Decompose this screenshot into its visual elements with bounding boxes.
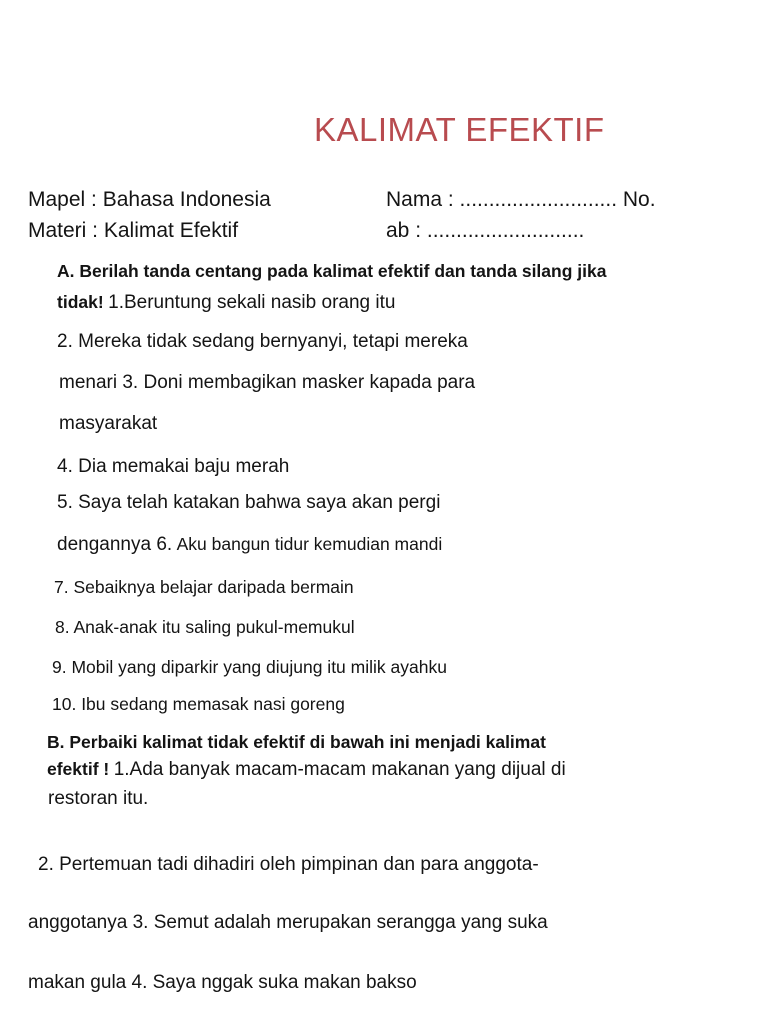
- question-text: 10. Ibu sedang memasak nasi goreng: [52, 694, 345, 714]
- question-text: masyarakat: [59, 413, 158, 434]
- question-text: 4. Dia memakai baju merah: [57, 456, 290, 477]
- section-b-line: [47, 759, 566, 781]
- section-a-line: [57, 534, 442, 556]
- question-text: 2. Pertemuan tadi dihadiri oleh pimpinan dan para anggota-: [38, 854, 539, 875]
- name-field-label: Nama : ........................... No.: [386, 188, 656, 211]
- question-text: 8. Anak-anak itu saling pukul-memukul: [55, 617, 355, 637]
- section-a-instruction-end: tidak!: [57, 292, 104, 312]
- question-text: makan gula 4. Saya nggak suka makan bakso: [28, 972, 417, 993]
- section-b-instruction-end: efektif !: [47, 759, 110, 779]
- topic-label: Materi : Kalimat Efektif: [28, 219, 239, 242]
- question-text: 9. Mobil yang diparkir yang diujung itu milik ayahku: [52, 657, 447, 677]
- question-text: Aku bangun tidur kemudian mandi: [176, 534, 443, 554]
- section-a-instruction: A. Berilah tanda centang pada kalimat efektif dan tanda silang jika: [57, 261, 607, 281]
- page-title: KALIMAT EFEKTIF: [314, 111, 605, 148]
- section-b-instruction: B. Perbaiki kalimat tidak efektif di bawah ini menjadi kalimat: [47, 732, 546, 752]
- question-text: restoran itu.: [48, 788, 149, 809]
- question-text: anggotanya 3. Semut adalah merupakan serangga yang suka: [28, 912, 548, 933]
- subject-label: Mapel : Bahasa Indonesia: [28, 188, 271, 211]
- question-text: 1.Ada banyak macam-macam makanan yang dijual di: [113, 759, 566, 780]
- section-a-line: [57, 292, 395, 314]
- question-text: 5. Saya telah katakan bahwa saya akan pergi: [57, 492, 441, 513]
- question-text: 2. Mereka tidak sedang bernyanyi, tetapi mereka: [57, 331, 468, 352]
- absence-number-label: ab : ...........................: [386, 219, 585, 242]
- question-text: dengannya 6.: [57, 534, 173, 555]
- question-text: 7. Sebaiknya belajar daripada bermain: [54, 577, 354, 597]
- question-text: menari 3. Doni membagikan masker kapada para: [59, 372, 476, 393]
- question-text: 1.Beruntung sekali nasib orang itu: [108, 292, 396, 313]
